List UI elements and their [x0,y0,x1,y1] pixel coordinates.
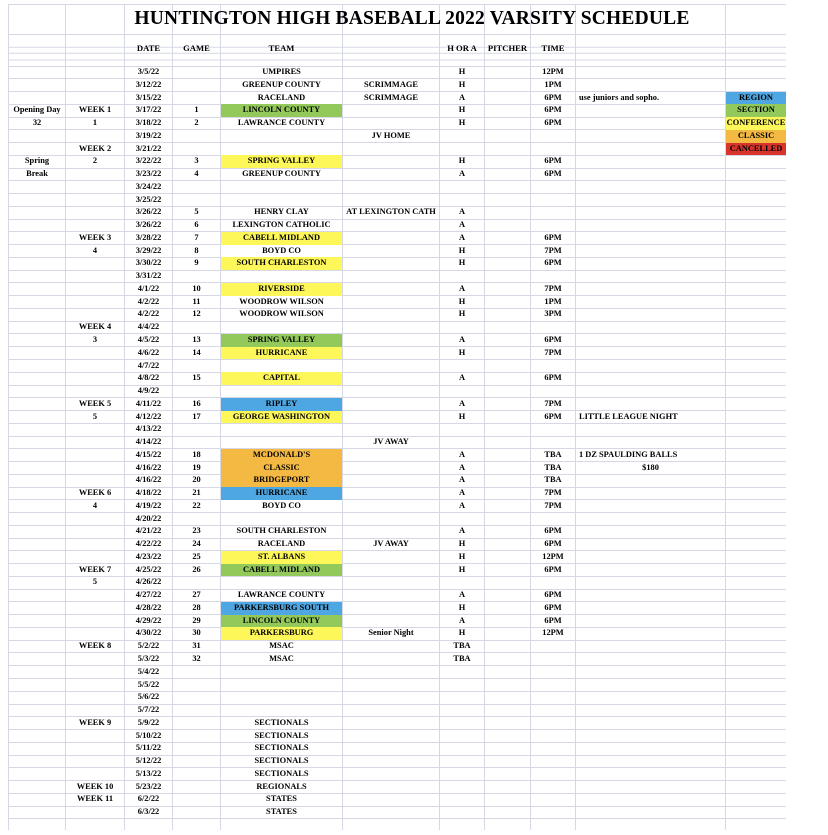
legend-item: CONFERENCE [726,117,786,130]
week-cell: WEEK 6 [78,488,112,498]
home-away-cell: H [458,156,466,166]
team-cell: BOYD CO [262,245,301,255]
time-cell: 12PM [542,628,564,638]
date-cell: 6/3/22 [137,807,160,817]
time-cell: 6PM [544,373,562,383]
home-away-cell: A [458,334,466,344]
note-cell: AT LEXINGTON CATH [346,207,436,217]
date-cell: 4/18/22 [135,488,162,498]
game-number-cell: 19 [192,462,201,472]
game-number-cell: 11 [192,296,201,306]
game-number-cell: 26 [192,564,201,574]
team-cell: LEXINGTON CATHOLIC [232,220,331,230]
game-number-cell: 1 [194,105,199,115]
team-cell: MSAC [269,653,294,663]
team-cell: RACELAND [257,92,306,102]
header-pitcher: PITCHER [487,42,528,53]
week-cell: WEEK 11 [76,794,114,804]
date-cell: 4/1/22 [137,283,160,293]
team-cell: WOODROW WILSON [239,309,324,319]
team-cell: GREENUP COUNTY [242,79,321,89]
game-number-cell: 21 [192,488,201,498]
date-cell: 4/23/22 [135,551,162,561]
date-cell: 4/16/22 [135,462,162,472]
team-cell: SOUTH CHARLESTON [221,257,342,270]
home-away-cell: A [458,475,466,485]
game-number-cell: 31 [192,641,201,651]
date-cell: 5/7/22 [137,705,160,715]
game-number-cell: 29 [192,615,201,625]
date-cell: 3/30/22 [135,258,162,268]
game-number-cell: 3 [194,156,199,166]
date-cell: 5/10/22 [135,730,162,740]
time-cell: 6PM [544,411,562,421]
header-time: TIME [541,42,565,53]
home-away-cell: A [458,615,466,625]
game-number-cell: 17 [192,411,201,421]
date-cell: 3/28/22 [135,232,162,242]
date-cell: 6/2/22 [137,794,160,804]
team-cell: SPRING VALLEY [221,334,342,347]
time-cell: 6PM [544,590,562,600]
date-cell: 4/27/22 [135,590,162,600]
time-cell: TBA [544,449,562,459]
home-away-cell: H [458,296,466,306]
home-away-cell: H [458,67,466,77]
week-cell: WEEK 4 [78,322,112,332]
week-cell: WEEK 2 [78,143,112,153]
header-date: DATE [136,42,161,53]
team-cell: CAPITAL [221,372,342,385]
week-cell: WEEK 7 [78,564,112,574]
game-number-cell: 13 [192,334,201,344]
date-cell: 4/28/22 [135,602,162,612]
time-cell: 6PM [544,539,562,549]
sheet-title: HUNTINGTON HIGH BASEBALL 2022 VARSITY SCHEDULE [134,8,690,29]
home-away-cell: H [458,347,466,357]
home-away-cell: H [458,551,466,561]
legend-item: CANCELLED [726,143,786,156]
date-cell: 5/4/22 [137,666,160,676]
home-away-cell: H [458,411,466,421]
date-cell: 3/12/22 [135,79,162,89]
date-cell: 4/5/22 [137,334,160,344]
time-cell: TBA [544,462,562,472]
game-number-cell: 22 [192,500,201,510]
home-away-cell: A [458,207,466,217]
game-number-cell: 18 [192,449,201,459]
team-cell: SOUTH CHARLESTON [236,526,327,536]
home-away-cell: A [458,449,466,459]
date-cell: 4/21/22 [135,526,162,536]
date-cell: 5/9/22 [137,717,160,727]
date-cell: 4/14/22 [135,437,162,447]
home-away-cell: A [458,500,466,510]
home-away-cell: H [458,105,466,115]
home-away-cell: A [458,488,466,498]
home-away-cell: TBA [453,641,471,651]
week-cell: WEEK 5 [78,398,112,408]
team-cell: LAWRANCE COUNTY [237,118,326,128]
home-away-cell: H [458,539,466,549]
home-away-cell: A [458,169,466,179]
team-cell: PARKERSBURG SOUTH [221,602,342,615]
home-away-cell: A [458,220,466,230]
date-cell: 3/26/22 [135,207,162,217]
date-cell: 5/5/22 [137,679,160,689]
comment-cell: 1 DZ SPAULDING BALLS [579,449,678,459]
team-cell: RIPLEY [221,398,342,411]
time-cell: 7PM [544,283,562,293]
time-cell: TBA [544,475,562,485]
date-cell: 4/26/22 [135,577,162,587]
date-cell: 4/4/22 [137,322,160,332]
team-cell: MSAC [269,641,294,651]
date-cell: 4/6/22 [137,347,160,357]
date-cell: 4/8/22 [137,373,160,383]
note-cell: JV HOME [371,130,411,140]
date-cell: 4/20/22 [135,513,162,523]
game-number-cell: 5 [194,207,199,217]
date-cell: 3/21/22 [135,143,162,153]
date-cell: 4/22/22 [135,539,162,549]
game-number-cell: 12 [192,309,201,319]
time-cell: 6PM [544,258,562,268]
team-cell: LINCOLN COUNTY [221,104,342,117]
home-away-cell: A [458,373,466,383]
date-cell: 3/26/22 [135,220,162,230]
time-cell: 6PM [544,156,562,166]
comment-cell: $180 [642,462,659,472]
date-cell: 4/9/22 [137,386,160,396]
date-cell: 4/15/22 [135,449,162,459]
home-away-cell: H [458,602,466,612]
spreadsheet [8,4,786,830]
home-away-cell: H [458,245,466,255]
game-number-cell: 4 [194,169,199,179]
date-cell: 3/19/22 [135,130,162,140]
header-home-away: H OR A [447,42,477,53]
date-cell: 4/2/22 [137,309,160,319]
date-cell: 3/24/22 [135,181,162,191]
game-number-cell: 16 [192,398,201,408]
team-cell: STATES [266,794,297,804]
note-cell: Break [26,169,48,179]
time-cell: 6PM [544,564,562,574]
note-cell: SCRIMMAGE [364,92,418,102]
team-cell: UMPIRES [262,67,301,77]
time-cell: 12PM [542,67,564,77]
game-number-cell: 27 [192,590,201,600]
time-cell: 6PM [544,615,562,625]
team-cell: CABELL MIDLAND [221,564,342,577]
game-number-cell: 23 [192,526,201,536]
date-cell: 3/17/22 [135,105,162,115]
time-cell: 7PM [544,347,562,357]
time-cell: 7PM [544,488,562,498]
week-cell: 3 [92,334,98,344]
date-cell: 4/13/22 [135,424,162,434]
note-cell: Senior Night [368,628,414,638]
game-number-cell: 25 [192,551,201,561]
date-cell: 4/29/22 [135,615,162,625]
team-cell: SPRING VALLEY [221,155,342,168]
game-number-cell: 20 [192,475,201,485]
time-cell: 1PM [544,79,562,89]
header-team: TEAM [268,42,295,53]
time-cell: 6PM [544,169,562,179]
time-cell: 7PM [544,398,562,408]
comment-cell: LITTLE LEAGUE NIGHT [579,411,678,421]
team-cell: CABELL MIDLAND [221,232,342,245]
week-cell: 1 [92,118,98,128]
date-cell: 3/29/22 [135,245,162,255]
game-number-cell: 9 [194,258,199,268]
team-cell: BRIDGEPORT [221,474,342,487]
time-cell: 12PM [542,551,564,561]
team-cell: BOYD CO [262,500,301,510]
home-away-cell: A [458,283,466,293]
week-cell: WEEK 3 [78,232,112,242]
date-cell: 3/23/22 [135,169,162,179]
game-number-cell: 32 [192,653,201,663]
date-cell: 5/23/22 [135,781,162,791]
home-away-cell: H [458,258,466,268]
home-away-cell: H [458,564,466,574]
week-cell: 5 [92,411,98,421]
game-number-cell: 15 [192,373,201,383]
date-cell: 4/11/22 [135,398,162,408]
team-cell: SECTIONALS [254,730,309,740]
date-cell: 3/22/22 [135,156,162,166]
team-cell: STATES [266,807,297,817]
week-cell: 4 [92,245,98,255]
date-cell: 5/3/22 [137,653,160,663]
date-cell: 4/25/22 [135,564,162,574]
time-cell: 7PM [544,245,562,255]
time-cell: 3PM [544,309,562,319]
home-away-cell: A [458,462,466,472]
date-cell: 4/7/22 [137,360,160,370]
date-cell: 5/6/22 [137,692,160,702]
note-cell: Opening Day [13,105,61,115]
time-cell: 6PM [544,118,562,128]
note-cell: Spring [24,156,50,166]
date-cell: 3/25/22 [135,194,162,204]
week-cell: WEEK 8 [78,641,112,651]
game-number-cell: 14 [192,347,201,357]
game-number-cell: 10 [192,283,201,293]
date-cell: 3/15/22 [135,92,162,102]
legend-item: REGION [726,92,786,105]
home-away-cell: H [458,79,466,89]
date-cell: 4/2/22 [137,296,160,306]
comment-cell: use juniors and sopho. [579,92,660,102]
team-cell: HURRICANE [221,347,342,360]
home-away-cell: H [458,118,466,128]
team-cell: RIVERSIDE [221,283,342,296]
week-cell: WEEK 10 [76,781,114,791]
date-cell: 4/16/22 [135,475,162,485]
team-cell: WOODROW WILSON [239,296,324,306]
note-cell: JV AWAY [373,539,409,549]
date-cell: 4/12/22 [135,411,162,421]
note-cell: SCRIMMAGE [364,79,418,89]
home-away-cell: A [458,398,466,408]
time-cell: 6PM [544,526,562,536]
week-cell: 2 [92,156,98,166]
game-number-cell: 24 [192,539,201,549]
team-cell: HURRICANE [221,487,342,500]
team-cell: GEORGE WASHINGTON [221,411,342,424]
team-cell: SECTIONALS [254,756,309,766]
team-cell: GREENUP COUNTY [242,169,321,179]
note-cell: 32 [32,118,42,128]
home-away-cell: H [458,628,466,638]
note-cell: JV AWAY [373,437,409,447]
team-cell: LINCOLN COUNTY [221,615,342,628]
time-cell: 6PM [544,334,562,344]
game-number-cell: 28 [192,602,201,612]
game-number-cell: 7 [194,232,199,242]
home-away-cell: TBA [453,653,471,663]
date-cell: 3/31/22 [135,271,162,281]
team-cell: RACELAND [257,539,306,549]
home-away-cell: H [458,309,466,319]
team-cell: SECTIONALS [254,743,309,753]
team-cell: CLASSIC [221,462,342,475]
time-cell: 6PM [544,602,562,612]
time-cell: 6PM [544,92,562,102]
date-cell: 5/11/22 [135,743,162,753]
game-number-cell: 30 [192,628,201,638]
team-cell: MCDONALD'S [221,449,342,462]
date-cell: 3/18/22 [135,118,162,128]
team-cell: SECTIONALS [254,768,309,778]
week-cell: WEEK 1 [78,105,112,115]
header-game: GAME [183,42,210,53]
week-cell: 4 [92,500,98,510]
home-away-cell: A [458,526,466,536]
team-cell: ST. ALBANS [221,551,342,564]
time-cell: 6PM [544,232,562,242]
home-away-cell: A [458,92,466,102]
game-number-cell: 2 [194,118,199,128]
team-cell: LAWRANCE COUNTY [237,590,326,600]
week-cell: 5 [92,577,98,587]
date-cell: 3/5/22 [137,67,160,77]
game-number-cell: 8 [194,245,199,255]
game-number-cell: 6 [194,220,199,230]
date-cell: 5/13/22 [135,768,162,778]
week-cell: WEEK 9 [78,717,112,727]
home-away-cell: A [458,232,466,242]
team-cell: HENRY CLAY [254,207,309,217]
team-cell: PARKERSBURG [221,627,342,640]
date-cell: 4/19/22 [135,500,162,510]
date-cell: 4/30/22 [135,628,162,638]
home-away-cell: A [458,590,466,600]
team-cell: SECTIONALS [254,717,309,727]
legend-item: SECTION [726,104,786,117]
date-cell: 5/2/22 [137,641,160,651]
time-cell: 6PM [544,105,562,115]
team-cell: REGIONALS [256,781,307,791]
time-cell: 1PM [544,296,562,306]
time-cell: 7PM [544,500,562,510]
legend-item: CLASSIC [726,130,786,143]
date-cell: 5/12/22 [135,756,162,766]
